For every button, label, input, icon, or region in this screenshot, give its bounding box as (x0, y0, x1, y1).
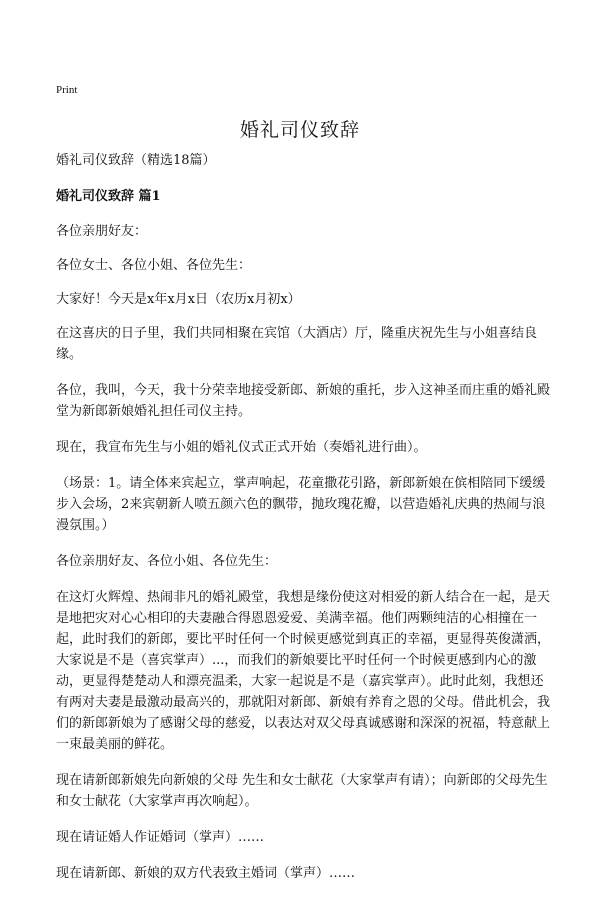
paragraph-representatives: 现在请新郎、新娘的双方代表致主婚词（掌声）…… (56, 866, 356, 881)
paragraph-greeting-friends: 各位亲朋好友： (56, 224, 148, 239)
section-heading: 婚礼司仪致辞 篇1 (56, 189, 161, 204)
paragraph-date: 大家好！今天是x年x月x日（农历x月初x） (56, 292, 301, 307)
paragraph-greeting-guests: 各位女士、各位小姐、各位先生： (56, 258, 252, 273)
paragraph-greeting-all: 各位亲朋好友、各位小姐、各位先生： (56, 554, 278, 569)
print-label: Print (56, 84, 78, 96)
document-title: 婚礼司仪致辞 (239, 119, 360, 141)
paragraph-flowers: 现在请新郎新娘先向新娘的父母 先生和女士献花（大家掌声有请）；向新郎的父母先生和女士献花（大家掌声再次响起）。 (56, 773, 548, 809)
paragraph-celebration: 在这喜庆的日子里，我们共同相聚在宾馆（大酒店）厅，隆重庆祝先生与小姐喜结良缘。 (56, 326, 538, 362)
paragraph-scene: （场景：1。请全体来宾起立，掌声响起，花童撒花引路，新郎新娘在傧相陪同下缓缓步入会场，2来宾朝新人喷五颜六色的飘带，抛玫瑰花瓣，以营造婚礼庆典的热闹与浪漫氛围。） (56, 476, 546, 533)
document-body (56, 150, 550, 899)
paragraph-witness: 现在请证婚人作证婚词（掌声）…… (56, 830, 265, 845)
paragraph-host-intro: 各位，我叫，今天，我十分荣幸地接受新郎、新娘的重托，步入这神圣而庄重的婚礼殿堂为新郎新娘婚礼担任司仪主持。 (56, 383, 551, 419)
paragraph-main-speech: 在这灯火辉煌、热闹非凡的婚礼殿堂，我想是缘份使这对相爱的新人结合在一起，是天是地把灾对心心相印的夫妻融合得恩恩爱爱、美满幸福。他们两颗纯洁的心相撞在一起，此时我们的新郎，要比平时任何一个时候更感觉到真正的幸福，更显得英俊潇洒，大家说是不是（喜宾掌声）...，而我们的新娘要比平时任何一个时候更感到内心的激动，更显得楚楚动人和漂亮温柔，大家一起说是不是（嘉宾掌声）。此时此刻，我想还有两对夫妻是最激动最高兴的，那就阳对新郎、新娘有养育之恩的父母。借此机会，我们的新郎新娘为了感谢父母的慈爱，以表达对双父母真诚感谢和深深的祝福，特意献上一束最美丽的鲜花。 (56, 590, 551, 752)
paragraph-ceremony-start: 现在，我宣布先生与小姐的婚礼仪式正式开始（奏婚礼进行曲）。 (56, 440, 427, 455)
document-subtitle: 婚礼司仪致辞（精选18篇） (56, 153, 216, 168)
